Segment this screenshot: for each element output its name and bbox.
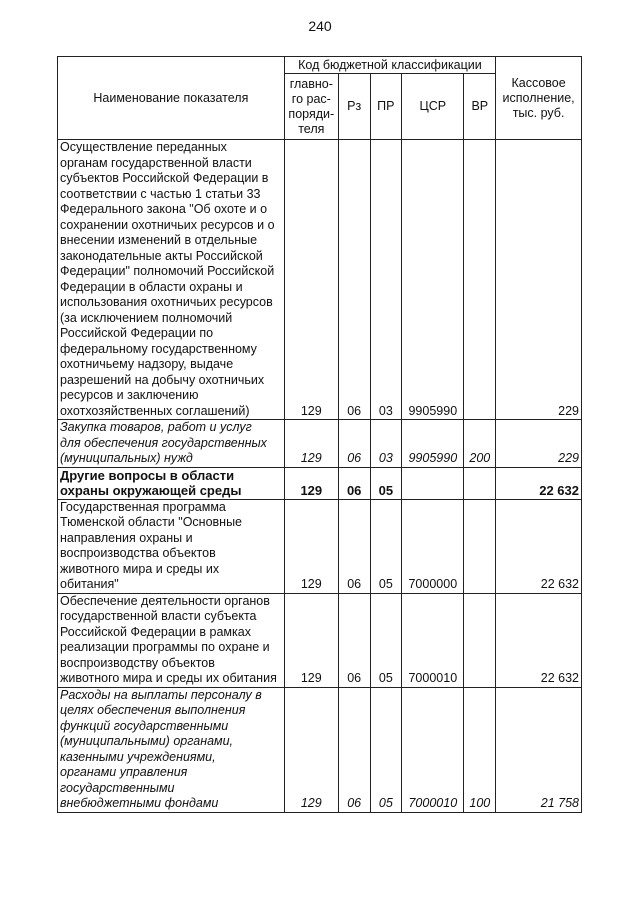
code-gr: 129 — [284, 593, 338, 687]
header-name: Наименование показателя — [58, 57, 285, 140]
code-csr: 9905990 — [402, 140, 464, 420]
header-classification-group: Код бюджетной классификации — [284, 57, 495, 74]
indicator-name-line: органами управления — [60, 765, 188, 779]
code-gr: 129 — [284, 687, 338, 812]
code-gr: 129 — [284, 420, 338, 468]
indicator-name-line: воспроизводству объектов — [60, 655, 215, 670]
indicator-name-line: Расходы на выплаты персоналу в — [60, 687, 262, 702]
header-vr: ВР — [464, 74, 496, 140]
code-rz: 06 — [338, 499, 370, 593]
header-gr-line: теля — [298, 121, 325, 136]
header-rz: Рз — [338, 74, 370, 140]
indicator-name-line: охотничьему надзору, выдаче — [60, 357, 234, 371]
table-row — [58, 593, 582, 687]
indicator-name-line: Российской Федерации в рамках — [60, 624, 251, 639]
indicator-name-line: ресурсов и заключению — [60, 388, 199, 402]
cash-amount: 21 758 — [496, 687, 582, 812]
indicator-name-line: целях обеспечения выполнения — [60, 703, 246, 717]
code-rz: 06 — [338, 593, 370, 687]
code-vr: 200 — [464, 420, 496, 468]
header-gr-line: поряди- — [288, 106, 335, 121]
indicator-name-line: государственными — [60, 780, 175, 795]
code-pr: 05 — [370, 499, 402, 593]
indicator-name-line: функций государственными — [60, 718, 229, 733]
indicator-name-line: сохранении охотничьих ресурсов и о — [60, 217, 275, 232]
header-gr-line: го рас- — [291, 91, 331, 106]
indicator-name-line: (муниципальных) нужд — [60, 451, 193, 465]
indicator-name-line: для обеспечения государственных — [60, 435, 267, 450]
code-pr: 05 — [370, 593, 402, 687]
indicator-name-line: охраны окружающей среды — [60, 483, 242, 498]
header-sum-line: Кассовое — [511, 75, 566, 90]
header-gr-line: главно- — [289, 76, 333, 91]
code-rz: 06 — [338, 420, 370, 468]
table-row — [58, 687, 582, 812]
code-rz: 06 — [338, 467, 370, 499]
code-pr: 03 — [370, 420, 402, 468]
indicator-name — [58, 499, 285, 593]
code-rz: 06 — [338, 140, 370, 420]
code-rz: 06 — [338, 687, 370, 812]
indicator-name-line: Обеспечение деятельности органов — [60, 593, 270, 608]
indicator-name-line: реализации программы по охране и — [60, 640, 270, 654]
indicator-name-line: органам государственной власти — [60, 155, 252, 170]
code-csr: 9905990 — [402, 420, 464, 468]
code-vr — [464, 499, 496, 593]
header-csr: ЦСР — [402, 74, 464, 140]
table-row — [58, 420, 582, 468]
table-body — [58, 140, 582, 813]
code-csr: 7000000 — [402, 499, 464, 593]
code-pr: 05 — [370, 467, 402, 499]
code-pr: 05 — [370, 687, 402, 812]
indicator-name-line: Федерации" полномочий Российской — [60, 264, 275, 278]
indicator-name-line: внесении изменений в отдельные — [60, 233, 258, 247]
indicator-name-line: казенными учреждениями, — [60, 749, 216, 764]
page-number: 240 — [308, 18, 332, 34]
budget-table — [57, 56, 582, 813]
indicator-name-line: направления охраны и — [60, 530, 193, 545]
indicator-name-line: федеральному государственному — [60, 341, 257, 356]
cash-amount: 22 632 — [496, 499, 582, 593]
indicator-name-line: Федерального закона "Об охоте и о — [60, 202, 268, 216]
code-pr: 03 — [370, 140, 402, 420]
cash-amount: 229 — [496, 420, 582, 468]
header-pr: ПР — [370, 74, 402, 140]
indicator-name-line: Российской Федерации по — [60, 326, 214, 340]
cash-amount: 22 632 — [496, 593, 582, 687]
code-vr — [464, 593, 496, 687]
cash-amount: 22 632 — [496, 467, 582, 499]
indicator-name-line: Тюменской области "Основные — [60, 515, 243, 529]
header-sum-line: исполнение, — [502, 90, 575, 105]
indicator-name-line: охотхозяйственных соглашений) — [60, 403, 250, 418]
code-csr: 7000010 — [402, 593, 464, 687]
indicator-name — [58, 687, 285, 812]
indicator-name — [58, 593, 285, 687]
code-gr: 129 — [284, 499, 338, 593]
indicator-name — [58, 467, 285, 499]
code-csr: 7000010 — [402, 687, 464, 812]
header-cash-execution — [496, 57, 582, 140]
code-gr: 129 — [284, 467, 338, 499]
code-vr — [464, 140, 496, 420]
code-vr — [464, 467, 496, 499]
indicator-name-line: обитания" — [60, 577, 119, 591]
indicator-name-line: Осуществление переданных — [60, 140, 227, 154]
indicator-name — [58, 420, 285, 468]
indicator-name-line: животного мира и среды их — [60, 561, 220, 576]
indicator-name-line: разрешений на добычу охотничьих — [60, 372, 265, 387]
cash-amount: 229 — [496, 140, 582, 420]
table-row — [58, 140, 582, 420]
indicator-name — [58, 140, 285, 420]
indicator-name-line: животного мира и среды их обитания — [60, 671, 277, 685]
indicator-name-line: использования охотничьих ресурсов — [60, 295, 273, 309]
table-row — [58, 499, 582, 593]
table-row — [58, 467, 582, 499]
indicator-name-line: воспроизводства объектов — [60, 546, 216, 560]
indicator-name-line: Другие вопросы в области — [60, 467, 235, 483]
code-csr — [402, 467, 464, 499]
indicator-name-line: соответствии с частью 1 статьи 33 — [60, 186, 261, 201]
indicator-name-line: (за исключением полномочий — [60, 310, 233, 325]
indicator-name-line: государственной власти субъекта — [60, 609, 257, 623]
code-gr: 129 — [284, 140, 338, 420]
indicator-name-line: субъектов Российской Федерации в — [60, 171, 269, 185]
indicator-name-line: законодательные акты Российской — [60, 248, 263, 263]
header-gr — [284, 74, 338, 140]
indicator-name-line: Федерации в области охраны и — [60, 279, 243, 294]
indicator-name-line: внебюджетными фондами — [60, 796, 219, 810]
indicator-name-line: (муниципальными) органами, — [60, 734, 234, 748]
table-header — [58, 57, 582, 140]
header-sum-line: тыс. руб. — [512, 105, 565, 120]
indicator-name-line: Закупка товаров, работ и услуг — [60, 420, 252, 434]
code-vr: 100 — [464, 687, 496, 812]
indicator-name-line: Государственная программа — [60, 499, 226, 514]
